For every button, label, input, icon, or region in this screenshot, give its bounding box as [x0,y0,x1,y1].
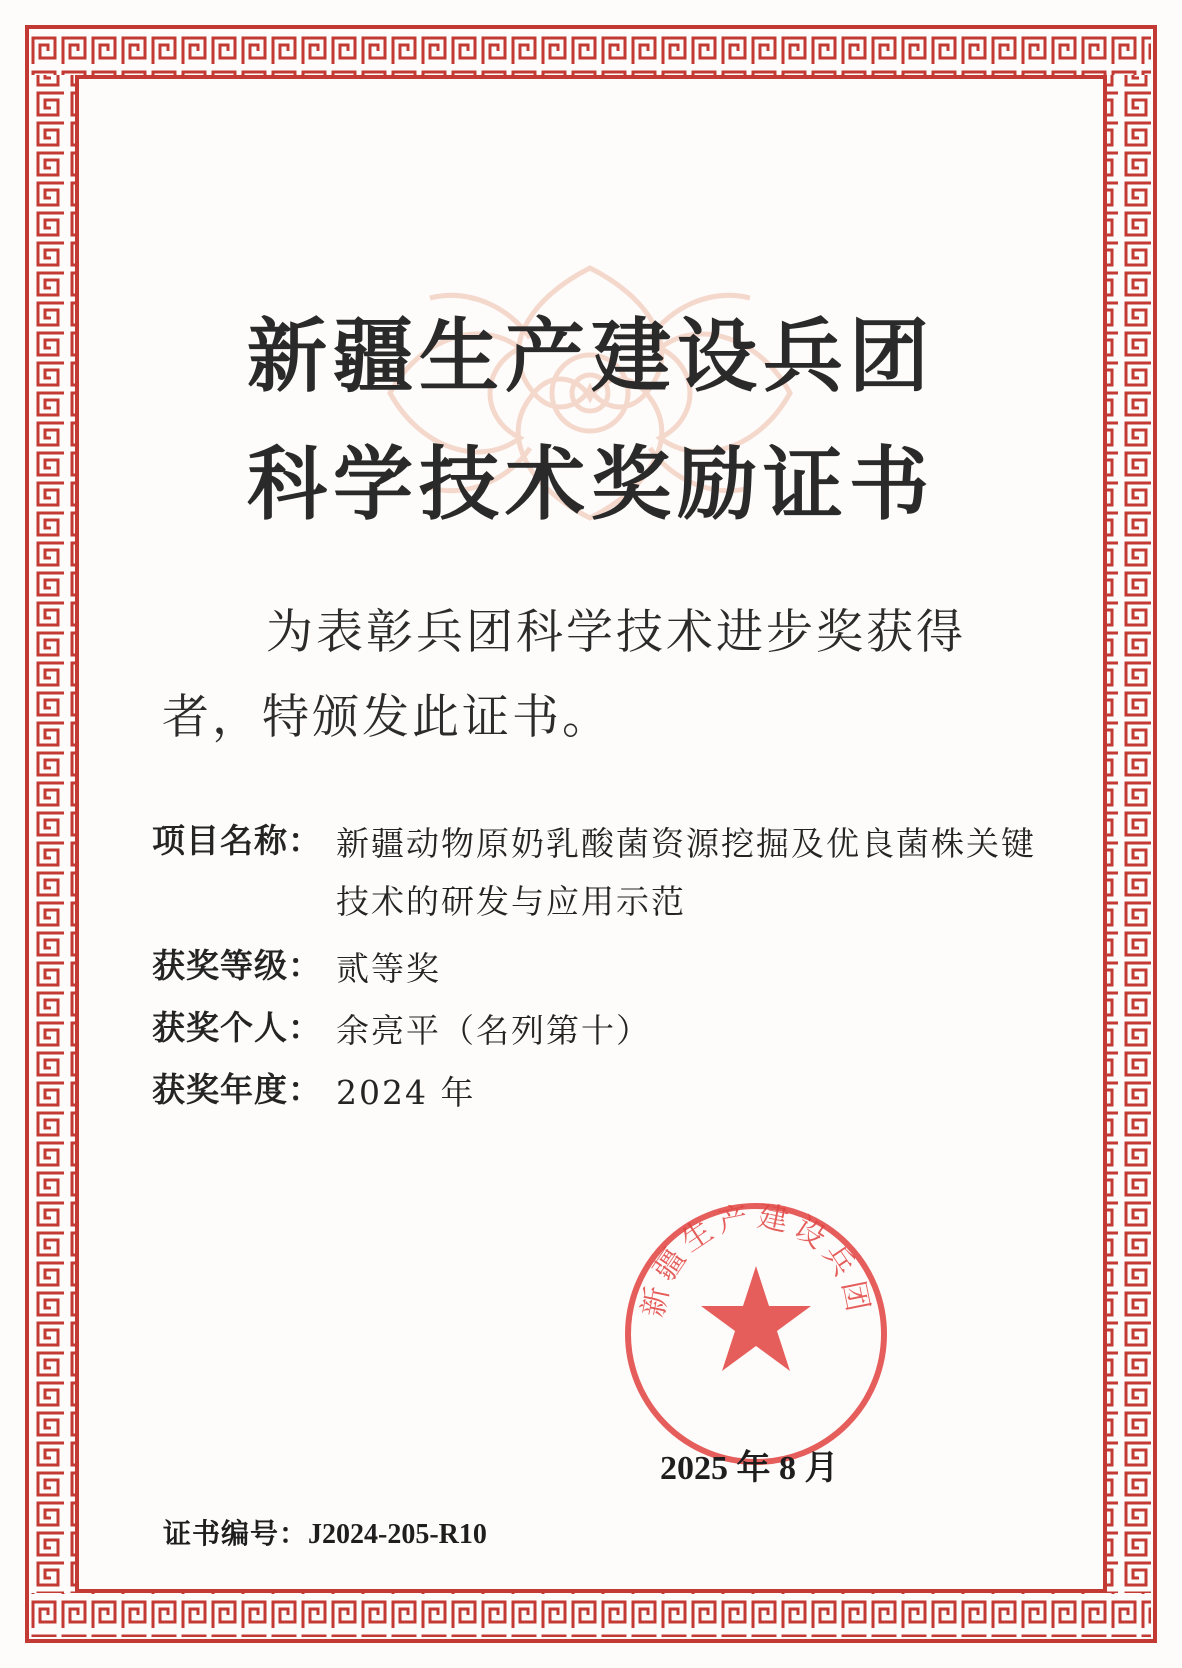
certificate-title-line1: 新疆生产建设兵团 [247,310,935,403]
certificate-number-value: J2024-205-R10 [308,1519,487,1550]
project-name-label: 项目名称： [152,821,322,860]
intro-text-line1: 为表彰兵团科学技术进步奖获得 [266,605,966,660]
issue-date: 2025 年 8 月 [660,1450,839,1487]
awardee-value: 余亮平（名列第十） [336,1011,651,1050]
award-year-label: 获奖年度： [152,1070,322,1109]
certificate-title-line2: 科学技术奖励证书 [247,438,935,531]
award-year-value: 2024 年 [336,1073,476,1112]
project-name-value: 新疆动物原奶乳酸菌资源挖掘及优良菌株关键技术的研发与应用示范 [336,824,1036,921]
award-grade-value: 贰等奖 [336,949,441,988]
certificate-number [163,1512,487,1552]
award-grade-label: 获奖等级： [152,946,322,985]
intro-text-line2: 者，特颁发此证书。 [162,690,612,745]
certificate-number-label: 证书编号： [163,1519,309,1550]
seal-text: 新疆生产建设兵团 [635,1198,877,1321]
official-seal [618,1196,894,1472]
awardee-label: 获奖个人： [152,1008,322,1047]
